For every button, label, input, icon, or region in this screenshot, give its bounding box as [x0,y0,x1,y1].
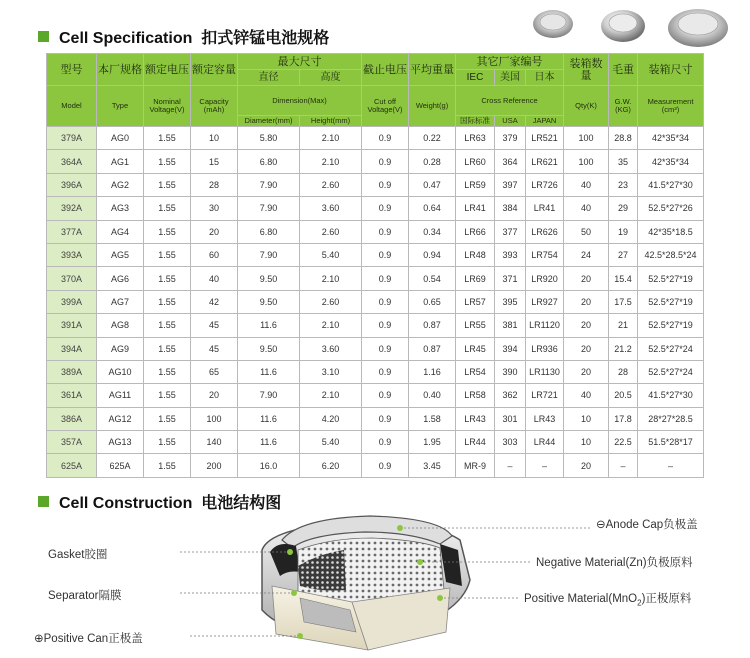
table-cell: 1.55 [144,314,191,337]
table-cell: 51.5*28*17 [638,431,704,454]
table-cell: LR55 [456,314,495,337]
table-cell: 364 [495,150,526,173]
table-cell: LR936 [526,337,564,360]
col-weight-en: Weight(g) [409,86,456,127]
table-cell: 2.60 [300,173,362,196]
table-cell: 28*27*28.5 [638,407,704,430]
label-gasket: Gasket胶圈 [48,549,108,561]
table-cell: 20.5 [609,384,638,407]
table-cell: 357A [47,431,97,454]
table-cell: 3.10 [300,360,362,383]
table-row [47,337,704,360]
col-crossref-en: Cross Reference [456,86,564,116]
table-cell: LR59 [456,173,495,196]
table-cell: 24 [564,243,609,266]
table-cell: 28.8 [609,127,638,150]
table-cell: 393A [47,243,97,266]
section-marker-icon [38,496,49,507]
table-cell: 22.5 [609,431,638,454]
table-cell: 2.10 [300,267,362,290]
table-cell: 625A [97,454,144,477]
table-cell: – [495,454,526,477]
table-cell: 2.10 [300,150,362,173]
table-row [47,127,704,150]
table-cell: 379 [495,127,526,150]
table-cell: LR1120 [526,314,564,337]
small-cell-icon [533,10,573,38]
table-cell: LR43 [456,407,495,430]
table-cell: AG7 [97,290,144,313]
table-cell: 0.47 [409,173,456,196]
table-cell: LR66 [456,220,495,243]
table-cell: 2.60 [300,220,362,243]
table-cell: 11.6 [238,314,300,337]
table-cell: 7.90 [238,384,300,407]
col-diameter: 直径 [238,70,300,86]
table-cell: 100 [191,407,238,430]
table-cell: – [526,454,564,477]
table-cell: 625A [47,454,97,477]
table-cell: AG11 [97,384,144,407]
table-cell: 0.9 [362,267,409,290]
table-cell: 0.9 [362,243,409,266]
medium-cell-icon [601,10,645,42]
table-cell: 1.55 [144,173,191,196]
table-cell: AG12 [97,407,144,430]
table-cell: 27 [609,243,638,266]
table-cell: AG6 [97,267,144,290]
col-type-en: Type [97,86,144,127]
table-cell: AG9 [97,337,144,360]
table-cell: 42 [191,290,238,313]
table-cell: LR754 [526,243,564,266]
col-dimension: 最大尺寸 [238,54,362,70]
table-cell: LR626 [526,220,564,243]
col-qty-en: Qty(K) [564,86,609,127]
table-cell: 42*35*34 [638,150,704,173]
table-cell: 9.50 [238,267,300,290]
label-anode-cap: ⊖Anode Cap负极盖 [596,519,698,531]
label-positive-material: Positive Material(MnO$_2$)正极原料 [524,593,692,608]
table-cell: 394A [47,337,97,360]
section-marker-icon [38,31,49,42]
table-cell: 45 [191,314,238,337]
table-cell: AG5 [97,243,144,266]
table-row [47,220,704,243]
table-cell: 389A [47,360,97,383]
table-cell: 0.9 [362,384,409,407]
table-cell: 17.8 [609,407,638,430]
table-cell: 19 [609,220,638,243]
table-cell: 41.5*27*30 [638,384,704,407]
col-height-en: Height(mm) [300,116,362,127]
table-cell: LR48 [456,243,495,266]
table-cell: 1.55 [144,243,191,266]
table-cell: 20 [564,454,609,477]
table-cell: 23 [609,173,638,196]
table-cell: – [638,454,704,477]
col-measurement: 装箱尺寸 [638,54,704,86]
table-cell: LR45 [456,337,495,360]
table-cell: 5.40 [300,431,362,454]
table-row [47,267,704,290]
table-cell: 11.6 [238,407,300,430]
table-cell: LR521 [526,127,564,150]
table-cell: 200 [191,454,238,477]
table-row [47,243,704,266]
table-cell: 361A [47,384,97,407]
table-cell: LR41 [456,197,495,220]
table-cell: 301 [495,407,526,430]
table-cell: LR44 [456,431,495,454]
table-cell: AG4 [97,220,144,243]
table-cell: 3.60 [300,337,362,360]
table-cell: 396A [47,173,97,196]
table-cell: LR57 [456,290,495,313]
table-cell: 20 [564,267,609,290]
table-cell: 1.95 [409,431,456,454]
table-cell: 2.10 [300,314,362,337]
table-cell: 2.10 [300,384,362,407]
table-cell: LR44 [526,431,564,454]
table-cell: 303 [495,431,526,454]
table-cell: 392A [47,197,97,220]
table-cell: 11.6 [238,360,300,383]
table-cell: LR721 [526,384,564,407]
table-cell: 7.90 [238,173,300,196]
table-cell: 0.9 [362,314,409,337]
table-row [47,173,704,196]
table-cell: 15.4 [609,267,638,290]
table-cell: 11.6 [238,431,300,454]
table-cell: 1.55 [144,407,191,430]
col-cutoff: 截止电压 [362,54,409,86]
table-cell: 0.54 [409,267,456,290]
col-usa: 美国 [495,70,526,86]
table-cell: 1.55 [144,197,191,220]
table-cell: 395 [495,290,526,313]
table-cell: 1.55 [144,454,191,477]
table-cell: LR726 [526,173,564,196]
table-cell: 40 [191,267,238,290]
table-cell: 0.94 [409,243,456,266]
table-cell: 386A [47,407,97,430]
table-cell: 0.9 [362,173,409,196]
table-cell: 28 [191,173,238,196]
table-cell: 0.64 [409,197,456,220]
table-cell: LR43 [526,407,564,430]
table-cell: 20 [191,384,238,407]
table-cell: 52.5*27*19 [638,314,704,337]
table-cell: 381 [495,314,526,337]
table-cell: 1.55 [144,150,191,173]
large-cell-icon [668,9,728,47]
table-cell: LR54 [456,360,495,383]
table-cell: 0.28 [409,150,456,173]
table-cell: 1.55 [144,360,191,383]
table-cell: LR69 [456,267,495,290]
table-cell: AG3 [97,197,144,220]
table-cell: 6.80 [238,220,300,243]
table-cell: 1.55 [144,267,191,290]
table-cell: 52.5*27*24 [638,337,704,360]
table-cell: – [609,454,638,477]
table-cell: 21.2 [609,337,638,360]
table-cell: 30 [191,197,238,220]
table-cell: 100 [564,150,609,173]
table-cell: 9.50 [238,337,300,360]
table-cell: 390 [495,360,526,383]
table-cell: 0.9 [362,431,409,454]
table-cell: 391A [47,314,97,337]
col-usa-en: USA [495,116,526,127]
col-japan: 日本 [526,70,564,86]
col-type: 本厂规格 [97,54,144,86]
col-model-en: Model [47,86,97,127]
table-cell: 65 [191,360,238,383]
table-cell: 3.60 [300,197,362,220]
table-cell: 100 [564,127,609,150]
table-cell: 0.9 [362,197,409,220]
spec-section-heading [38,25,329,48]
table-cell: AG1 [97,150,144,173]
table-cell: 0.9 [362,454,409,477]
col-model: 型号 [47,54,97,86]
table-cell: 377A [47,220,97,243]
table-cell: 17.5 [609,290,638,313]
table-cell: AG10 [97,360,144,383]
table-cell: 41.5*27*30 [638,173,704,196]
table-cell: 371 [495,267,526,290]
col-diameter-en: Diameter(mm) [238,116,300,127]
table-cell: 28 [609,360,638,383]
table-cell: 45 [191,337,238,360]
table-cell: 52.5*27*24 [638,360,704,383]
table-cell: 52.5*27*19 [638,290,704,313]
table-cell: 394 [495,337,526,360]
table-cell: 21 [609,314,638,337]
col-crossref: 其它厂家编号 [456,54,564,70]
table-cell: 40 [564,173,609,196]
col-iec: IEC [456,70,495,86]
table-cell: 0.40 [409,384,456,407]
table-cell: 20 [191,220,238,243]
construction-title: Cell Construction 电池结构图 [59,495,282,512]
col-japan-en: JAPAN [526,116,564,127]
table-cell: LR920 [526,267,564,290]
col-dimension-en: Dimension(Max) [238,86,362,116]
table-cell: 7.90 [238,243,300,266]
table-cell: 6.80 [238,150,300,173]
col-iec-en: 国际标准 [456,116,495,127]
table-cell: 15 [191,150,238,173]
table-cell: LR63 [456,127,495,150]
table-cell: 0.9 [362,337,409,360]
table-cell: MR-9 [456,454,495,477]
cell-construction-diagram [0,510,750,658]
label-positive-can: ⊕Positive Can正极盖 [34,633,143,645]
table-cell: LR1130 [526,360,564,383]
table-cell: 377 [495,220,526,243]
table-cell: 6.20 [300,454,362,477]
col-cutoff-en: Cut off Voltage(V) [362,86,409,127]
table-cell: 1.55 [144,337,191,360]
table-cell: 1.58 [409,407,456,430]
table-cell: 0.34 [409,220,456,243]
table-cell: 20 [564,337,609,360]
col-height: 高度 [300,70,362,86]
spec-title: Cell Specification 扣式锌锰电池规格 [59,30,330,47]
table-cell: AG13 [97,431,144,454]
table-cell: 379A [47,127,97,150]
table-cell: 0.87 [409,314,456,337]
col-gw-en: G.W. (KG) [609,86,638,127]
table-cell: 1.55 [144,127,191,150]
col-gw: 毛重 [609,54,638,86]
label-separator: Separator隔膜 [48,590,122,602]
table-cell: AG2 [97,173,144,196]
table-cell: 42*35*34 [638,127,704,150]
table-cell: LR927 [526,290,564,313]
table-cell: 52.5*27*19 [638,267,704,290]
table-cell: 1.55 [144,384,191,407]
table-cell: 3.45 [409,454,456,477]
table-cell: 0.9 [362,290,409,313]
table-cell: 0.9 [362,127,409,150]
table-row [47,360,704,383]
table-cell: 20 [564,314,609,337]
table-cell: 364A [47,150,97,173]
table-cell: LR58 [456,384,495,407]
table-cell: 0.22 [409,127,456,150]
table-cell: AG8 [97,314,144,337]
table-cell: 4.20 [300,407,362,430]
col-voltage: 额定电压 [144,54,191,86]
table-cell: 0.65 [409,290,456,313]
table-cell: 0.9 [362,360,409,383]
table-cell: 35 [609,150,638,173]
table-cell: 0.9 [362,220,409,243]
table-cell: 42.5*28.5*24 [638,243,704,266]
table-cell: 399A [47,290,97,313]
table-cell: 29 [609,197,638,220]
table-cell: 16.0 [238,454,300,477]
table-cell: LR41 [526,197,564,220]
label-negative-material: Negative Material(Zn)负极原料 [536,557,693,569]
spec-table [46,53,704,478]
col-measurement-en: Measurement (cm³) [638,86,704,127]
table-row [47,314,704,337]
table-cell: 20 [564,360,609,383]
table-cell: 52.5*27*26 [638,197,704,220]
button-cells-image [528,6,738,50]
table-cell: 2.60 [300,290,362,313]
table-cell: 50 [564,220,609,243]
table-cell: 397 [495,173,526,196]
table-cell: 40 [564,384,609,407]
table-cell: 7.90 [238,197,300,220]
table-row [47,431,704,454]
table-cell: 5.40 [300,243,362,266]
table-row [47,407,704,430]
spec-table-body [47,127,704,478]
col-capacity: 额定容量 [191,54,238,86]
table-cell: 9.50 [238,290,300,313]
table-row [47,290,704,313]
table-cell: LR621 [526,150,564,173]
table-cell: 384 [495,197,526,220]
table-row [47,197,704,220]
col-qty: 装箱数量 [564,54,609,86]
table-cell: 40 [564,197,609,220]
table-cell: 140 [191,431,238,454]
table-cell: 2.10 [300,127,362,150]
table-row [47,454,704,477]
table-cell: 1.55 [144,431,191,454]
table-cell: 10 [564,431,609,454]
table-cell: 5.80 [238,127,300,150]
table-cell: 42*35*18.5 [638,220,704,243]
table-cell: 1.55 [144,220,191,243]
table-cell: 0.9 [362,407,409,430]
table-cell: AG0 [97,127,144,150]
table-cell: 0.87 [409,337,456,360]
table-cell: 1.16 [409,360,456,383]
table-cell: 370A [47,267,97,290]
table-cell: 393 [495,243,526,266]
table-row [47,150,704,173]
table-cell: 0.9 [362,150,409,173]
table-cell: 60 [191,243,238,266]
table-row [47,384,704,407]
col-weight: 平均重量 [409,54,456,86]
table-cell: 10 [191,127,238,150]
table-cell: 1.55 [144,290,191,313]
col-capacity-en: Capacity (mAh) [191,86,238,127]
table-cell: 362 [495,384,526,407]
table-cell: 20 [564,290,609,313]
col-voltage-en: Nominal Voltage(V) [144,86,191,127]
table-cell: LR60 [456,150,495,173]
table-cell: 10 [564,407,609,430]
